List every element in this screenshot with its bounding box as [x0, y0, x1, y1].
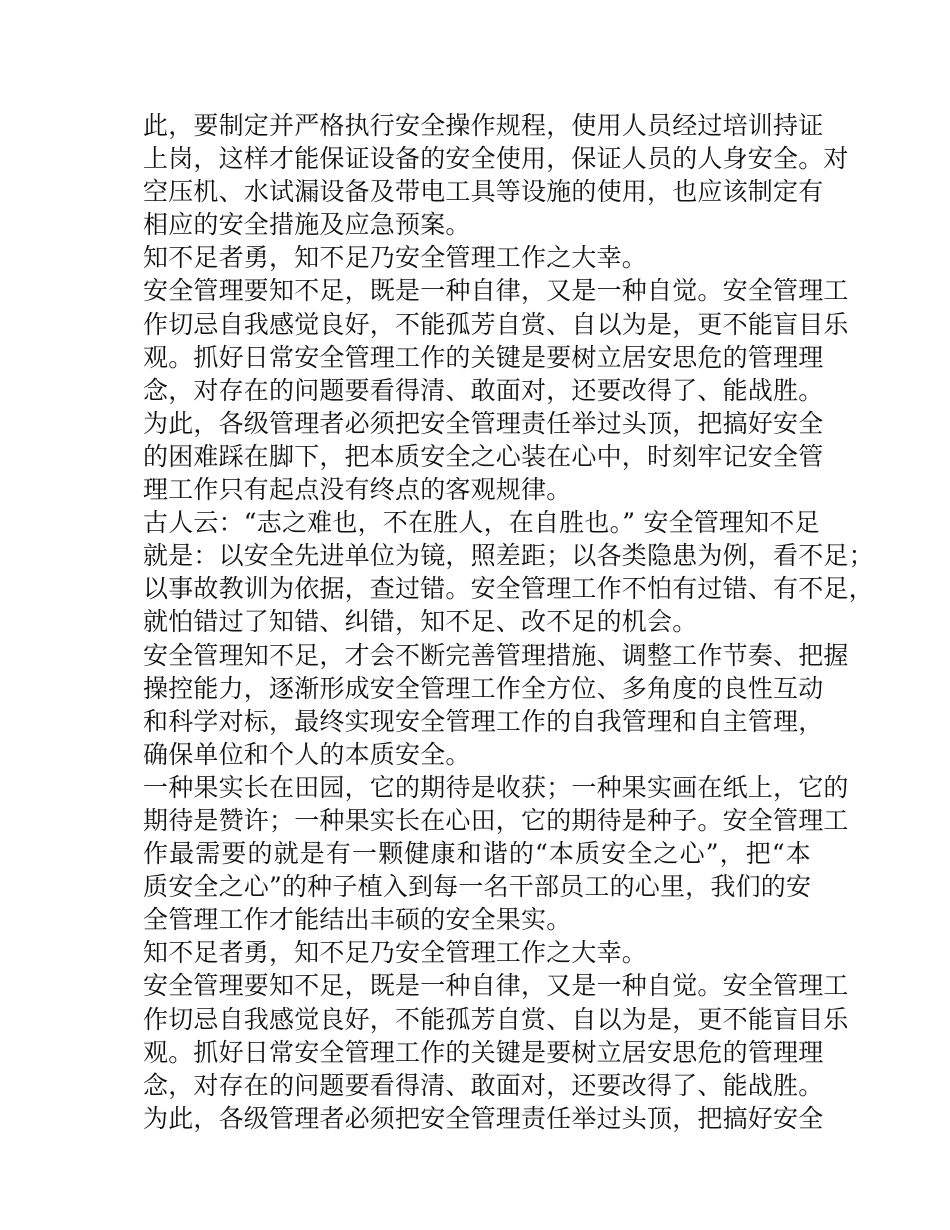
text-line: 作切忌自我感觉良好，不能孤芳自赏、自以为是，更不能盲目乐 [143, 1004, 849, 1034]
text-line: 安全管理要知不足，既是一种自律，又是一种自觉。安全管理工 [143, 971, 849, 1001]
text-line: 和科学对标，最终实现安全管理工作的自我管理和自主管理， [143, 706, 824, 736]
text-line: 一种果实长在田园，它的期待是收获；一种果实画在纸上，它的 [143, 772, 849, 802]
text-line: 作切忌自我感觉良好，不能孤芳自赏、自以为是，更不能盲目乐 [143, 309, 849, 339]
text-line: 操控能力，逐渐形成安全管理工作全方位、多角度的良性互动 [143, 673, 824, 703]
text-line: 此，要制定并严格执行安全操作规程，使用人员经过培训持证 [143, 111, 824, 140]
text-line: 就怕错过了知错、纠错，知不足、改不足的机会。 [143, 607, 698, 637]
text-line: 全管理工作才能结出丰硕的安全果实。 [143, 905, 572, 935]
text-line: 知不足者勇，知不足乃安全管理工作之大幸。 [143, 243, 648, 273]
text-line: 的困难踩在脚下，把本质安全之心装在心中，时刻牢记安全管 [143, 441, 824, 471]
text-line: 理工作只有起点没有终点的客观规律。 [143, 475, 572, 505]
text-line: 确保单位和个人的本质安全。 [143, 739, 471, 769]
text-line: 作最需要的就是有一颗健康和谐的“本质安全之心”，把“本 [143, 839, 811, 869]
text-line: 古人云：“志之难也，不在胜人，在自胜也。” 安全管理知不足 [143, 508, 820, 538]
text-line: 期待是赞许；一种果实长在心田，它的期待是种子。安全管理工 [143, 805, 849, 835]
text-line: 就是：以安全先进单位为镜，照差距；以各类隐患为例，看不足； [143, 541, 874, 571]
text-line: 为此，各级管理者必须把安全管理责任举过头顶，把搞好安全 [143, 1103, 824, 1133]
text-line: 念，对存在的问题要看得清、敢面对，还要改得了、能战胜。 [143, 1070, 824, 1100]
text-line: 上岗，这样才能保证设备的安全使用，保证人员的人身安全。对 [143, 144, 849, 174]
text-line: 质安全之心”的种子植入到每一名干部员工的心里，我们的安 [143, 872, 812, 902]
text-line: 安全管理知不足，才会不断完善管理措施、调整工作节奏、把握 [143, 640, 849, 670]
text-line: 以事故教训为依据，查过错。安全管理工作不怕有过错、有不足， [143, 574, 874, 604]
text-line: 观。抓好日常安全管理工作的关键是要树立居安思危的管理理 [143, 342, 824, 372]
text-line: 安全管理要知不足，既是一种自律，又是一种自觉。安全管理工 [143, 276, 849, 306]
text-line: 为此，各级管理者必须把安全管理责任举过头顶，把搞好安全 [143, 408, 824, 438]
text-line: 观。抓好日常安全管理工作的关键是要树立居安思危的管理理 [143, 1037, 824, 1067]
document-body [143, 109, 874, 1135]
text-line: 念，对存在的问题要看得清、敢面对，还要改得了、能战胜。 [143, 375, 824, 405]
text-line: 相应的安全措施及应急预案。 [143, 210, 471, 240]
text-line: 知不足者勇，知不足乃安全管理工作之大幸。 [143, 938, 648, 968]
text-line: 空压机、水试漏设备及带电工具等设施的使用，也应该制定有 [143, 177, 824, 207]
